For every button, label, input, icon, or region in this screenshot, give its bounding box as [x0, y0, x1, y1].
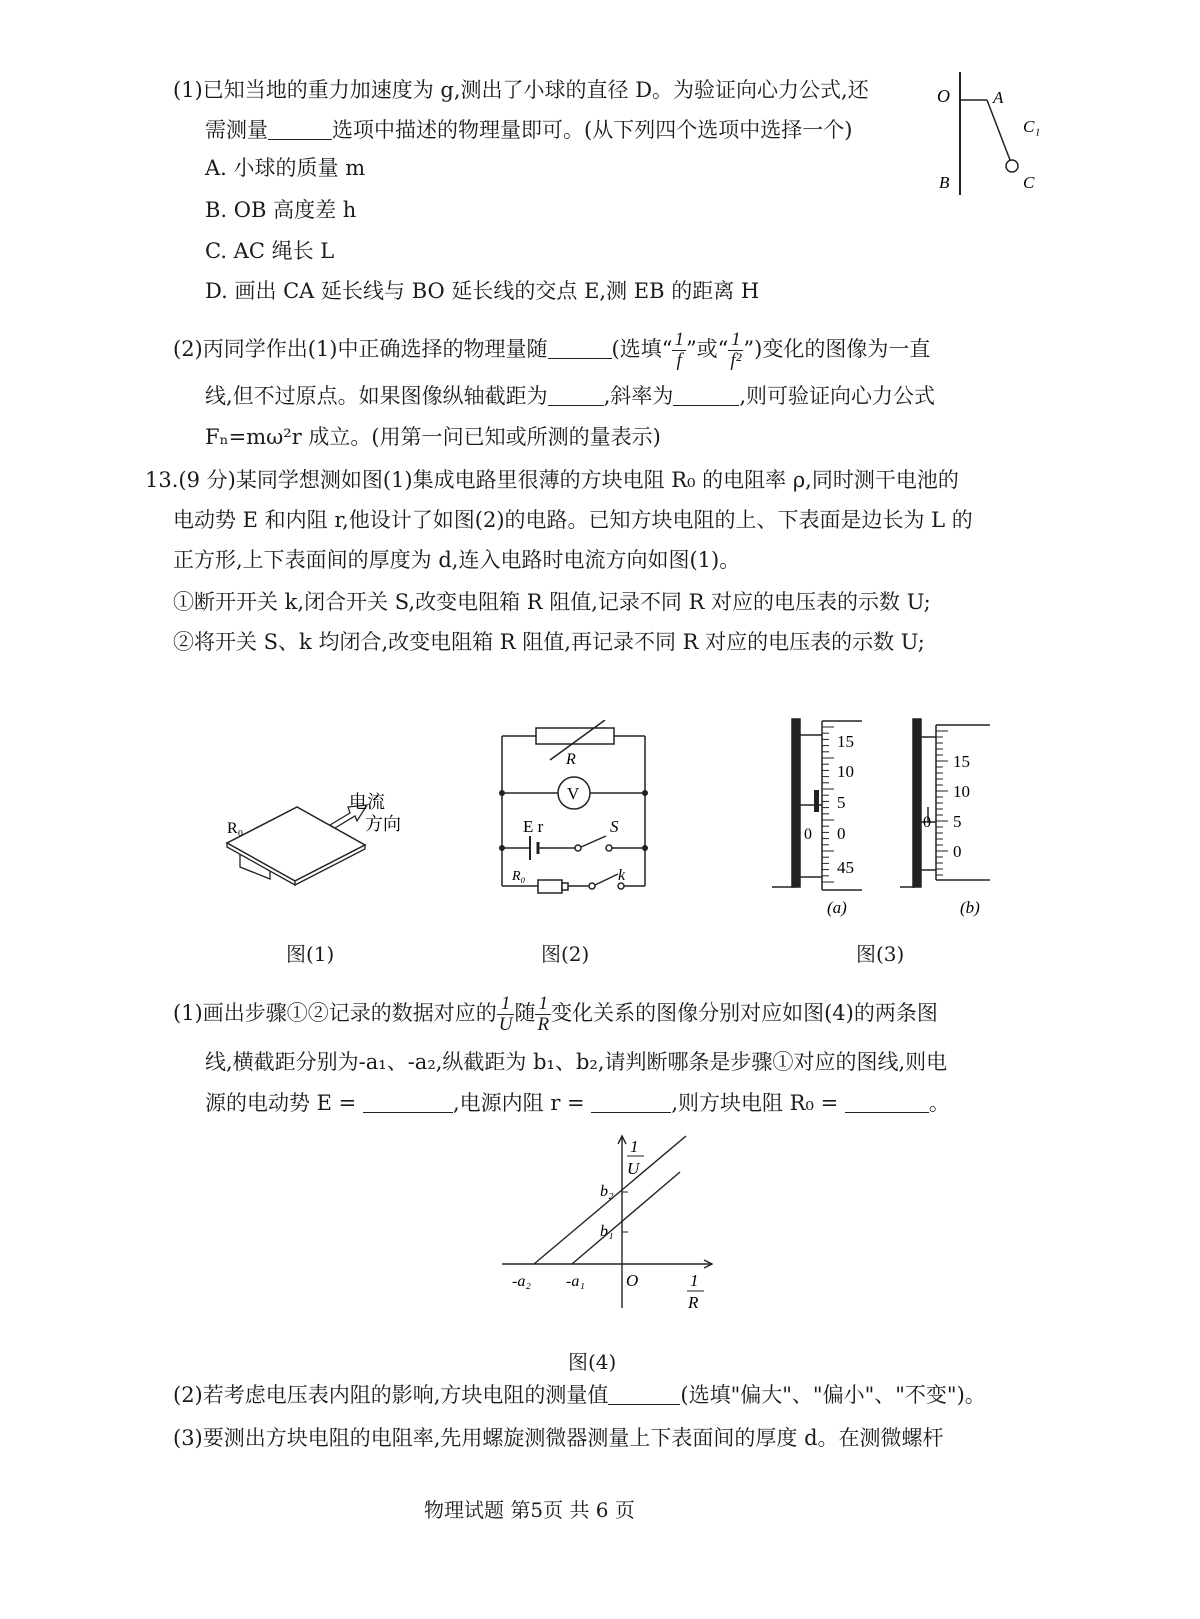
q13-part2-line1 [173, 1385, 986, 1406]
q12-part2-text-e: 线,但不过原点。如果图像纵轴截距为 [205, 384, 548, 408]
resistor-box-label: R [566, 751, 576, 768]
q13-line1: 13.(9 分)某同学想测如图(1)集成电路里很薄的方块电阻 R₀ 的电阻率 ρ,同时测干电池的 [145, 468, 959, 492]
tick-label-b-10: 10 [953, 782, 970, 801]
switch-k-label: k [618, 867, 626, 884]
figure-2-caption: 图(2) [541, 942, 590, 966]
q12-part1-line2-a: 需测量 [205, 118, 268, 142]
tick-label-a-0: 0 [837, 824, 846, 843]
point-b-label: B [939, 173, 950, 192]
fraction-denominator: f [676, 349, 682, 371]
q12-part2-text-a: (2)丙同学作出(1)中正确选择的物理量随 [173, 336, 548, 361]
figure-3-caption: 图(3) [856, 942, 905, 966]
current-label-1: 电流 [349, 792, 385, 812]
q13-part2-text-b: (选填"偏大"、"偏小"、"不变")。 [680, 1383, 986, 1407]
fraction-numerator: 1 [728, 330, 743, 351]
pendulum-figure [925, 70, 1055, 200]
q12-part2-text-f: ,斜率为 [603, 384, 674, 408]
answer-blank [548, 387, 604, 406]
figure-4-caption: 图(4) [568, 1350, 617, 1374]
q13-part1-line3 [205, 1093, 950, 1114]
q13-line3: 正方形,上下表面间的厚度为 d,连入电路时电流方向如图(1)。 [173, 548, 741, 572]
x-axis-numerator: 1 [690, 1271, 699, 1290]
point-c-label: C [1023, 173, 1035, 192]
fraction-1-over-u [497, 994, 515, 1035]
tick-label-a-15: 15 [837, 732, 854, 751]
q13-line2: 电动势 E 和内阻 r,他设计了如图(2)的电路。已知方块电阻的上、下表面是边长为 L 的 [173, 508, 973, 532]
q13-part1-line1 [173, 994, 938, 1035]
q13-part1-text-a: (1)画出步骤①②记录的数据对应的 [173, 1000, 497, 1025]
q13-part1-line2: 线,横截距分别为-a₁、-a₂,纵截距为 b₁、b₂,请判断哪条是步骤①对应的图线,则电 [205, 1050, 948, 1074]
y-axis-denominator: U [627, 1159, 640, 1178]
option-a: A. 小球的质量 m [205, 156, 366, 180]
fraction-1-over-r [535, 994, 551, 1035]
r0-resistor-label: R₀ [512, 869, 526, 884]
q12-part2-line3: Fₙ=mω²r 成立。(用第一问已知或所测的量表示) [205, 425, 661, 449]
answer-blank [591, 1094, 671, 1113]
q13-step1: ①断开开关 k,闭合开关 S,改变电阻箱 R 阻值,记录不同 R 对应的电压表的示数 U; [173, 590, 931, 614]
fraction-denominator: R [537, 1013, 550, 1035]
intercept-b2-label: b₂ [600, 1183, 614, 1200]
q12-part2-text-d: ”)变化的图像为一直 [743, 336, 931, 361]
fraction-1-over-f2 [728, 330, 743, 371]
q13-part1-text-b: 随 [514, 1000, 536, 1025]
battery-label: E r [523, 817, 544, 836]
answer-blank [363, 1094, 453, 1113]
option-b: B. OB 高度差 h [205, 198, 357, 222]
switch-s-label: S [610, 817, 619, 836]
q12-part2-line2 [205, 386, 935, 407]
point-o-label: O [937, 86, 950, 106]
q13-step2: ②将开关 S、k 均闭合,改变电阻箱 R 阻值,再记录不同 R 对应的电压表的示数 U; [173, 630, 925, 654]
q12-part1-line2 [205, 120, 852, 141]
q13-part1-text-g: 。 [928, 1091, 950, 1115]
q13-part1-text-c: 变化关系的图像分别对应如图(4)的两条图 [551, 1000, 938, 1025]
point-c1-label: C₁ [1023, 117, 1041, 136]
fraction-1-over-f [672, 330, 686, 371]
current-label-2: 方向 [365, 814, 401, 834]
tick-label-b-15: 15 [953, 752, 970, 771]
micrometer-a-label: (a) [827, 898, 847, 917]
page-footer: 物理试题 第5页 共 6 页 [424, 1498, 635, 1522]
q12-part1-line2-b: 选项中描述的物理量即可。(从下列四个选项中选择一个) [332, 118, 853, 142]
tick-label-b-5: 5 [953, 812, 962, 831]
answer-blank [548, 340, 612, 359]
fraction-numerator: 1 [535, 994, 551, 1015]
q12-part2-text-b: (选填“ [611, 336, 673, 361]
answer-blank [673, 387, 739, 406]
fraction-denominator: U [498, 1013, 513, 1035]
tick-label-b-0: 0 [953, 842, 962, 861]
q12-part2-line1 [173, 330, 930, 371]
intercept-a2-label: -a₂ [512, 1273, 531, 1290]
origin-label: O [626, 1271, 639, 1290]
figure-1-caption: 图(1) [286, 942, 335, 966]
circuit-figure [490, 720, 660, 900]
intercept-a1-label: -a₁ [566, 1273, 585, 1290]
main-scale-zero-b: 0 [923, 814, 931, 831]
micrometer-b-label: (b) [960, 898, 980, 917]
r0-label: R₀ [227, 820, 244, 837]
sheet-resistor-figure [215, 785, 415, 895]
q12-part1-line1: (1)已知当地的重力加速度为 g,测出了小球的直径 D。为验证向心力公式,还 [173, 78, 869, 102]
point-a-label: A [993, 88, 1004, 107]
micrometer-figure [770, 715, 1000, 920]
answer-blank [268, 121, 332, 140]
tick-label-a-45: 45 [837, 858, 854, 877]
q13-part3-line1: (3)要测出方块电阻的电阻率,先用螺旋测微器测量上下表面间的厚度 d。在测微螺杆 [173, 1426, 944, 1450]
fraction-numerator: 1 [497, 994, 515, 1015]
q13-part1-text-f: ,则方块电阻 R₀ = [671, 1091, 839, 1115]
answer-blank [608, 1386, 680, 1405]
main-scale-zero-a: 0 [804, 826, 812, 843]
answer-blank [845, 1094, 929, 1113]
y-axis-numerator: 1 [630, 1137, 639, 1156]
q13-part1-text-e: ,电源内阻 r = [452, 1091, 585, 1115]
q13-part1-text-d: 源的电动势 E = [205, 1091, 357, 1115]
tick-label-a-10: 10 [837, 762, 854, 781]
option-d: D. 画出 CA 延长线与 BO 延长线的交点 E,测 EB 的距离 H [205, 279, 760, 303]
graph-figure [490, 1130, 730, 1310]
intercept-b1-label: b₁ [600, 1223, 614, 1240]
x-axis-denominator: R [688, 1293, 699, 1310]
q13-part2-text-a: (2)若考虑电压表内阻的影响,方块电阻的测量值 [173, 1383, 609, 1407]
tick-label-a-5: 5 [837, 793, 846, 812]
q12-part2-text-g: ,则可验证向心力公式 [739, 384, 936, 408]
voltmeter-label: V [567, 784, 580, 803]
q12-part2-text-c: ”或“ [685, 336, 729, 361]
fraction-denominator: f² [730, 349, 742, 371]
fraction-numerator: 1 [674, 329, 684, 350]
option-c: C. AC 绳长 L [205, 239, 335, 263]
